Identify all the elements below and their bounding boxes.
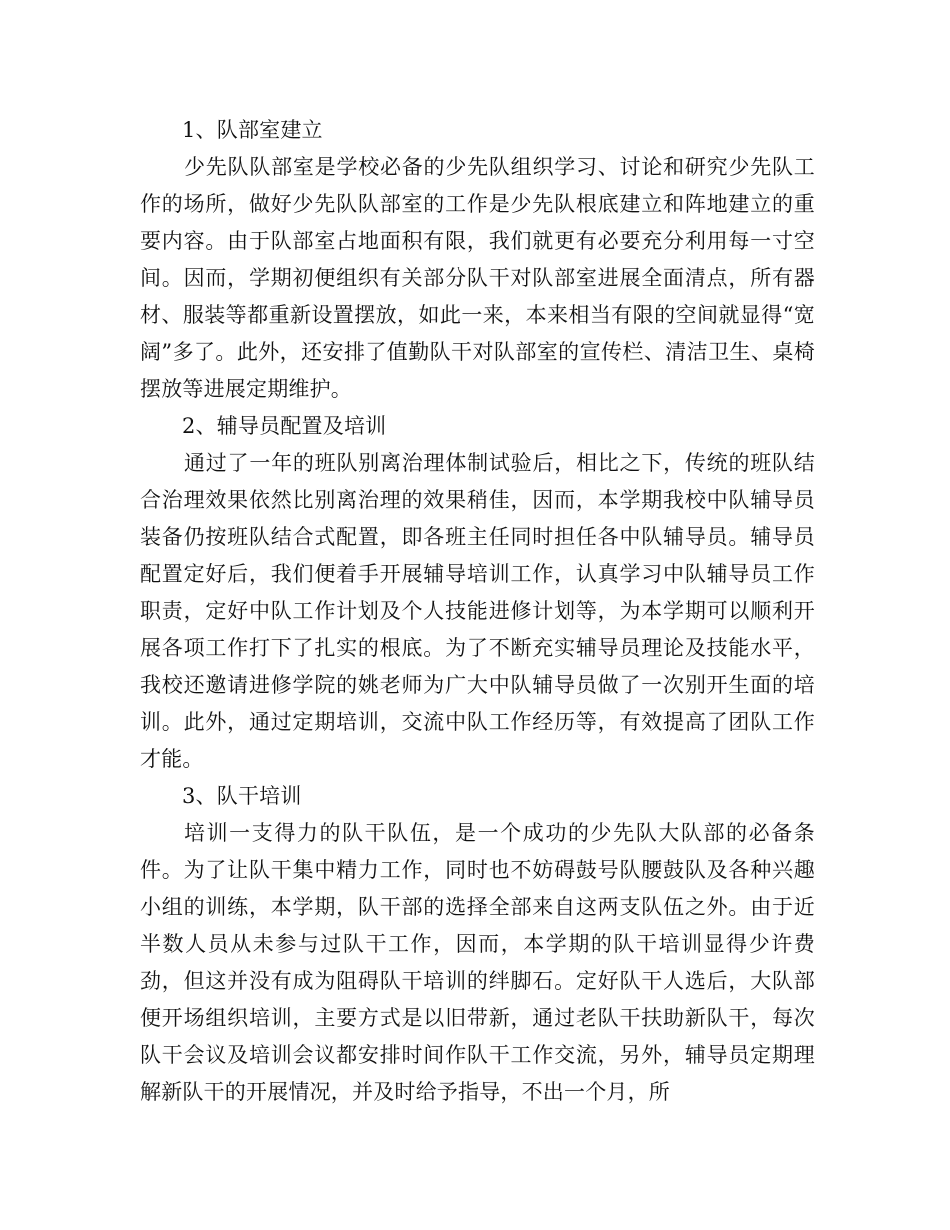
section-paragraph: 通过了一年的班队别离治理体制试验后，相比之下，传统的班队结合治理效果依然比别离治理的效果稍佳，因而，本学期我校中队辅导员装备仍按班队结合式配置，即各班主任同时担任各中队辅导员。辅导员配置定好后，我们便着手开展辅导培训工作，认真学习中队辅导员工作职责，定好中队工作计划及个人技能进修计划等，为本学期可以顺利开展各项工作打下了扎实的根底。为了不断充实辅导员理论及技能水平，我校还邀请进修学院的姚老师为广大中队辅导员做了一次别开生面的培训。此外，通过定期培训，交流中队工作经历等，有效提高了团队工作才能。 — [140, 451, 815, 771]
section-cadre-training — [140, 778, 815, 1111]
section-heading: 2、辅导员配置及培训 — [182, 414, 387, 438]
section-heading: 3、队干培训 — [182, 784, 302, 808]
section-heading: 1、队部室建立 — [182, 118, 323, 142]
section-paragraph: 培训一支得力的队干队伍，是一个成功的少先队大队部的必备条件。为了让队干集中精力工作，同时也不妨碍鼓号队腰鼓队及各种兴趣小组的训练，本学期，队干部的选择全部来自这两支队伍之外。由于近半数人员从未参与过队干工作，因而，本学期的队干培训显得少许费劲，但这并没有成为阻碍队干培训的绊脚石。定好队干人选后，大队部便开场组织培训，主要方式是以旧带新，通过老队干扶助新队干，每次队干会议及培训会议都安排时间作队干工作交流，另外，辅导员定期理解新队干的开展情况，并及时给予指导，不出一个月，所 — [140, 821, 815, 1104]
section-party-room — [140, 112, 815, 408]
section-counselor-training — [140, 408, 815, 778]
document-body — [140, 112, 815, 1111]
section-paragraph: 少先队队部室是学校必备的少先队组织学习、讨论和研究少先队工作的场所，做好少先队队部室的工作是少先队根底建立和阵地建立的重要内容。由于队部室占地面积有限，我们就更有必要充分利用每一寸空间。因而，学期初便组织有关部分队干对队部室进展全面清点，所有器材、服装等都重新设置摆放，如此一来，本来相当有限的空间就显得“宽阔”多了。此外，还安排了值勤队干对队部室的宣传栏、清洁卫生、桌椅摆放等进展定期维护。 — [140, 155, 815, 401]
